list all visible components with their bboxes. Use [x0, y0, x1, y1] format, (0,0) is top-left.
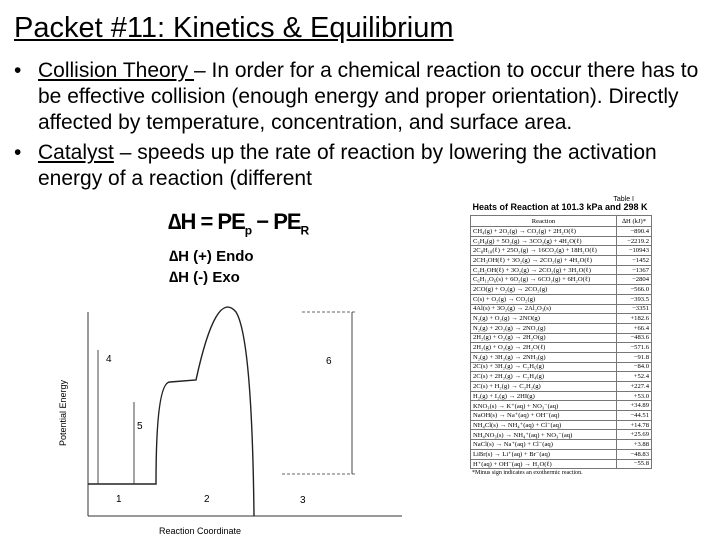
label-6: 6: [326, 356, 332, 367]
heats-of-reaction-table: [470, 215, 652, 469]
table-row: [471, 304, 652, 314]
table-row: [471, 343, 652, 353]
table-row: [471, 420, 652, 430]
reaction-cell: 2C(s) + 2H₂(g) → C₂H₄(g): [471, 372, 617, 382]
header-delta-h: ∆H (kJ)*: [617, 216, 652, 227]
y-axis-label: Potential Energy: [58, 379, 68, 447]
enthalpy-note-exo: ∆H (-) Exo: [169, 269, 240, 286]
table-row: [471, 333, 652, 343]
reaction-cell: NaCl(s) → Na⁺(aq) + Cl⁻(aq): [471, 440, 617, 450]
table-row: [471, 411, 652, 421]
table-row: [471, 227, 652, 237]
delta-h-cell: −44.51: [617, 411, 652, 421]
reaction-cell: KNO₃(s) → K⁺(aq) + NO₃⁻(aq): [471, 401, 617, 411]
table-row: [471, 256, 652, 266]
reaction-cell: 2H₂(g) + O₂(g) → 2H₂O(ℓ): [471, 343, 617, 353]
delta-h-cell: +227.4: [617, 382, 652, 392]
delta-h-cell: +14.78: [617, 420, 652, 430]
collision-theory-term: Collision Theory: [38, 59, 195, 82]
table-row: [471, 362, 652, 372]
reaction-cell: CH₄(g) + 2O₂(g) → CO₂(g) + 2H₂O(ℓ): [471, 227, 617, 237]
energy-curve: [88, 307, 254, 516]
reaction-cell: N₂(g) + 2O₂(g) → 2NO₂(g): [471, 323, 617, 333]
bullet-list: [14, 58, 704, 196]
table-row: [471, 265, 652, 275]
table-row: [471, 285, 652, 295]
enthalpy-note-endo: ∆H (+) Endo: [169, 248, 254, 265]
table-row: [471, 323, 652, 333]
delta-h-cell: −3351: [617, 304, 652, 314]
table-row: [471, 382, 652, 392]
label-2: 2: [204, 494, 210, 505]
reaction-cell: C₃H₈(g) + 5O₂(g) → 3CO₂(g) + 4H₂O(ℓ): [471, 236, 617, 246]
delta-h-cell: +66.4: [617, 323, 652, 333]
collision-theory-text: – In order for a chemical reaction to occur there has to be effective collision (enough energy and proper orientation). Directly affected by temperature, concentration, and surface area.: [38, 59, 699, 134]
delta-h-cell: −84.0: [617, 362, 652, 372]
bullet-collision-theory: [14, 58, 704, 136]
reaction-cell: C₆H₁₂O₆(s) + 6O₂(g) → 6CO₂(g) + 6H₂O(ℓ): [471, 275, 617, 285]
table-footnote: *Minus sign indicates an exothermic reaction.: [472, 470, 583, 477]
reaction-cell: 4Al(s) + 3O₂(g) → 2Al₂O₃(s): [471, 304, 617, 314]
reaction-cell: LiBr(s) → Li⁺(aq) + Br⁻(aq): [471, 449, 617, 459]
delta-h-cell: +182.6: [617, 314, 652, 324]
label-3: 3: [300, 495, 306, 506]
table-body: [471, 227, 652, 469]
table-number: Table I: [613, 196, 634, 203]
table-row: [471, 459, 652, 469]
table-row: [471, 352, 652, 362]
header-reaction: Reaction: [471, 216, 617, 227]
table-row: [471, 449, 652, 459]
enthalpy-formula: [168, 209, 308, 237]
formula-lhs: ∆H = PE: [168, 209, 245, 234]
reaction-cell: NH₄NO₃(s) → NH₄⁺(aq) + NO₃⁻(aq): [471, 430, 617, 440]
table-row: [471, 440, 652, 450]
delta-h-cell: −1367: [617, 265, 652, 275]
potential-energy-diagram: [52, 298, 404, 538]
catalyst-text: – speeds up the rate of reaction by lowering the activation energy of a reaction (different: [38, 141, 657, 190]
heats-of-reaction-table-panel: [466, 196, 654, 536]
delta-h-cell: −2219.2: [617, 236, 652, 246]
reaction-cell: 2C₈H₁₈(ℓ) + 25O₂(g) → 16CO₂(g) + 18H₂O(ℓ): [471, 246, 617, 256]
delta-h-cell: −393.5: [617, 294, 652, 304]
delta-h-cell: −48.83: [617, 449, 652, 459]
bullet-dot: •: [14, 59, 22, 82]
table-row: [471, 246, 652, 256]
delta-h-cell: −10943: [617, 246, 652, 256]
reaction-cell: 2C(s) + 3H₂(g) → C₂H₆(g): [471, 362, 617, 372]
label-4: 4: [106, 354, 112, 365]
delta-h-cell: −2804: [617, 275, 652, 285]
reaction-cell: 2H₂(g) + O₂(g) → 2H₂O(g): [471, 333, 617, 343]
bullet-catalyst: [14, 140, 704, 192]
catalyst-term: Catalyst: [38, 141, 114, 164]
reaction-cell: C(s) + O₂(g) → CO₂(g): [471, 294, 617, 304]
formula-sub-reactants: R: [300, 223, 309, 238]
delta-h-cell: +34.89: [617, 401, 652, 411]
page-title: Packet #11: Kinetics & Equilibrium: [14, 12, 454, 44]
reaction-cell: H⁺(aq) + OH⁻(aq) → H₂O(ℓ): [471, 459, 617, 469]
reaction-cell: 2C(s) + H₂(g) → C₂H₂(g): [471, 382, 617, 392]
table-row: [471, 236, 652, 246]
table-row: [471, 294, 652, 304]
formula-sub-products: p: [244, 223, 252, 238]
reaction-cell: N₂(g) + O₂(g) → 2NO(g): [471, 314, 617, 324]
delta-h-cell: +53.0: [617, 391, 652, 401]
reaction-cell: N₂(g) + 3H₂(g) → 2NH₃(g): [471, 352, 617, 362]
delta-h-cell: +52.4: [617, 372, 652, 382]
table-header-row: [471, 216, 652, 227]
reaction-cell: 2CO(g) + O₂(g) → 2CO₂(g): [471, 285, 617, 295]
delta-h-cell: −890.4: [617, 227, 652, 237]
delta-h-cell: +3.88: [617, 440, 652, 450]
delta-h-cell: −55.8: [617, 459, 652, 469]
delta-h-cell: −483.6: [617, 333, 652, 343]
reaction-cell: C₂H₅OH(ℓ) + 3O₂(g) → 2CO₂(g) + 3H₂O(ℓ): [471, 265, 617, 275]
bullet-dot: •: [14, 141, 22, 164]
label-1: 1: [116, 494, 122, 505]
reaction-cell: NH₄Cl(s) → NH₄⁺(aq) + Cl⁻(aq): [471, 420, 617, 430]
table-row: [471, 372, 652, 382]
reaction-cell: 2CH₃OH(ℓ) + 3O₂(g) → 2CO₂(g) + 4H₂O(ℓ): [471, 256, 617, 266]
delta-h-cell: −566.0: [617, 285, 652, 295]
reaction-cell: H₂(g) + I₂(g) → 2HI(g): [471, 391, 617, 401]
reaction-cell: NaOH(s) → Na⁺(aq) + OH⁻(aq): [471, 411, 617, 421]
table-row: [471, 314, 652, 324]
table-row: [471, 430, 652, 440]
x-axis-label: Reaction Coordinate: [158, 526, 242, 536]
table-row: [471, 401, 652, 411]
table-row: [471, 391, 652, 401]
delta-h-cell: −571.6: [617, 343, 652, 353]
delta-h-cell: +25.69: [617, 430, 652, 440]
delta-h-cell: −91.8: [617, 352, 652, 362]
delta-h-cell: −1452: [617, 256, 652, 266]
label-5: 5: [137, 421, 143, 432]
table-row: [471, 275, 652, 285]
table-title: Heats of Reaction at 101.3 kPa and 298 K: [472, 202, 648, 212]
formula-mid: − PE: [251, 209, 301, 234]
